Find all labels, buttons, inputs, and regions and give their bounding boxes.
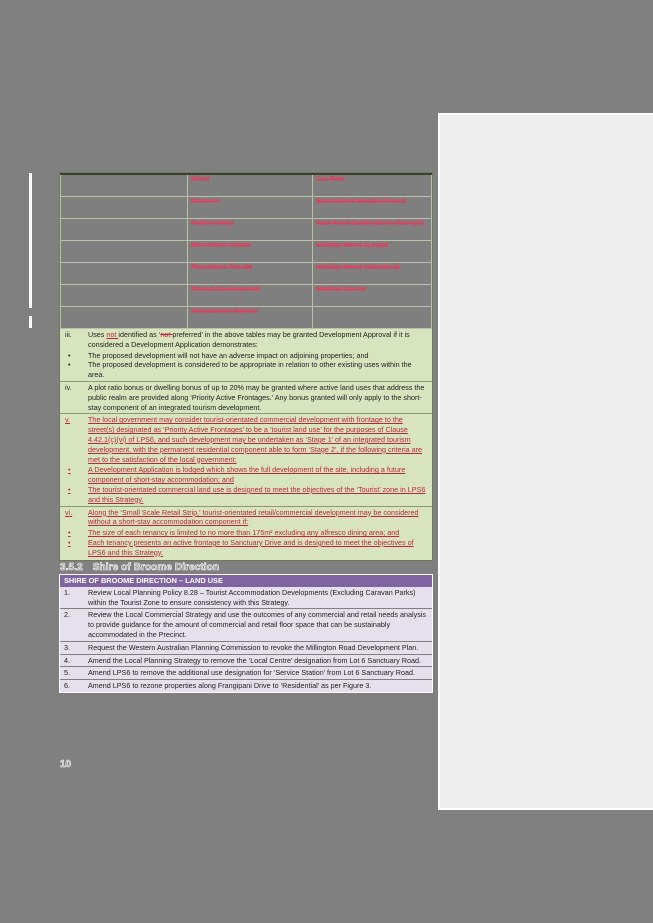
table-header: SHIRE OF BROOME DIRECTION – LAND USE	[60, 575, 432, 587]
table-cell	[61, 241, 188, 263]
table-row	[60, 654, 432, 667]
table-cell	[61, 263, 188, 285]
row-number: 1.	[64, 587, 70, 597]
clause-bullet: • The tourist-orientated commercial land use is designed to meet the objectives of the ‘Tourist’ zone in LPS6 and this Strategy.	[60, 485, 432, 506]
clause-bullet: • The proposed development will not have an adverse impact on adjoining properties; and	[60, 351, 432, 361]
bullet-icon: •	[68, 537, 71, 547]
clause-bullet: • The size of each tenancy is limited to no more than 175m² excluding any alfresco dining area; and	[60, 528, 432, 538]
table-cell-deleted: Museum	[188, 197, 313, 219]
section-title: Shire of Broome Direction	[92, 562, 220, 573]
table-row	[60, 587, 432, 609]
bullet-icon: •	[68, 350, 71, 360]
clauses-list	[60, 329, 432, 560]
direction-actions-table	[59, 574, 433, 693]
deleted-text: not	[160, 330, 173, 339]
comment-pane[interactable]	[438, 113, 653, 810]
land-use-clauses-box	[59, 172, 433, 561]
table-cell-deleted: Educational Establishment	[313, 197, 432, 219]
table-row	[61, 285, 432, 307]
row-number: 3.	[64, 642, 70, 652]
table-cell	[61, 174, 188, 197]
bullet-icon: •	[68, 465, 71, 475]
page-number: 10	[60, 759, 72, 770]
table-row	[60, 608, 432, 640]
row-text: Request the Western Australian Planning Commission to revoke the Millington Road Development Plan.	[88, 642, 419, 652]
clause-text: A plot ratio bonus or dwelling bonus of up to 20% may be granted where active land uses that address the public realm are provided along ‘Priority Active Frontages.’ Any bonus granted will only apply to the short-stay component of an integrated tourism development.	[88, 382, 425, 412]
table-row	[60, 679, 432, 692]
row-number: 5.	[64, 668, 70, 678]
clause-text: Along the ‘Small Scale Retail Strip,’ tourist-orientated retail/commercial development may be considered without a short-stay accommodation component if:	[88, 507, 419, 527]
clause-text: Uses not identified as ‘not preferred’ in the above tables may be granted Development Approval if it is considered a Development Application demonstrates:	[88, 330, 410, 349]
table-cell-deleted: Amusement Parlour	[188, 307, 313, 329]
row-text: Amend the Local Planning Strategy to remove the ‘Local Centre’ designation from Lot 6 Sanctuary Road.	[88, 655, 421, 665]
table-cell-deleted: Recreation Private	[188, 263, 313, 285]
table-cell-deleted: Holiday Home (Large)	[313, 241, 432, 263]
clause-iii	[60, 329, 432, 381]
clause-vi	[60, 506, 432, 560]
permitted-uses-table	[60, 173, 432, 329]
table-row	[60, 641, 432, 654]
row-text: Amend LPS6 to rezone properties along Frangipani Drive to ‘Residential’ as per Figure 3.	[88, 681, 372, 691]
inserted-text: not	[106, 330, 119, 339]
clause-iv	[60, 381, 432, 413]
table-row	[61, 219, 432, 241]
section-heading	[60, 562, 219, 573]
change-bar	[29, 173, 32, 308]
row-text: Amend LPS6 to remove the additional use designation for ‘Service Station’ from Lot 6 Sanctuary Road.	[88, 668, 415, 678]
table-cell-deleted: Fast Food Outlet (drive-through)	[313, 219, 432, 241]
bullet-icon: •	[68, 528, 71, 538]
table-cell	[61, 197, 188, 219]
table-row	[60, 666, 432, 679]
table-row	[61, 197, 432, 219]
clause-text: The local government may consider tourist-orientated commercial development with frontage to the street(s) designated as ‘Priority Active Frontages’ to be a ‘tourist land use’ for the purposes of Clause 4.42.1(c)(vi) of LPS6, and such development may be undertaken as ‘Stage 1’ of an integrated tourism development, with the permanent residential component able to form ‘Stage 2’, if the following criteria are met to the satisfaction of the local government:	[88, 415, 423, 464]
table-cell-deleted: Motel	[188, 174, 313, 197]
clause-number: v.	[65, 415, 71, 425]
section-number: 3.5.2	[60, 562, 83, 573]
row-number: 4.	[64, 655, 70, 665]
table-row	[61, 241, 432, 263]
table-cell-deleted: Public Utility	[188, 219, 313, 241]
clause-bullet: • Each tenancy presents an active frontage to Sanctuary Drive and is designed to meet the objectives of LPS6 and this Strategy.	[60, 538, 432, 560]
table-cell-deleted: Car Park	[313, 174, 432, 197]
bullet-icon: •	[68, 484, 71, 494]
table-cell	[61, 219, 188, 241]
row-number: 2.	[64, 610, 70, 620]
table-cell-deleted: Medical Centre	[313, 285, 432, 307]
table-row	[61, 307, 432, 329]
clause-number: iii.	[65, 330, 72, 339]
bullet-icon: •	[68, 360, 71, 370]
row-number: 6.	[64, 681, 70, 691]
clause-v	[60, 413, 432, 505]
table-row	[61, 263, 432, 285]
table-cell-deleted	[313, 307, 432, 329]
table-cell-deleted: Tourist Development	[188, 285, 313, 307]
table-row	[61, 174, 432, 197]
row-text: Review Local Planning Policy 8.28 – Tourist Accommodation Developments (Excluding Caravan Parks) within the Tourist Zone to ensure consistency with this Strategy.	[88, 587, 416, 607]
clause-number: iv.	[65, 382, 72, 392]
clause-number: vi.	[65, 507, 73, 517]
clause-bullet: • A Development Application is lodged which shows the full development of the site, including a future component of short-stay accommodation; and	[60, 465, 432, 485]
row-text: Review the Local Commercial Strategy and use the outcomes of any commercial and retail needs analysis to provide guidance for the amount of commercial and retail floor space that can be sustainably accommodated in the Precinct.	[88, 610, 426, 639]
table-cell	[61, 285, 188, 307]
change-bar	[29, 316, 32, 328]
table-cell-deleted: Holiday Home (Standard)	[313, 263, 432, 285]
table-cell	[61, 307, 188, 329]
table-cell-deleted: Recreation Indoor	[188, 241, 313, 263]
clause-bullet: • The proposed development is considered to be appropriate in relation to other existing uses within the area.	[60, 360, 432, 381]
